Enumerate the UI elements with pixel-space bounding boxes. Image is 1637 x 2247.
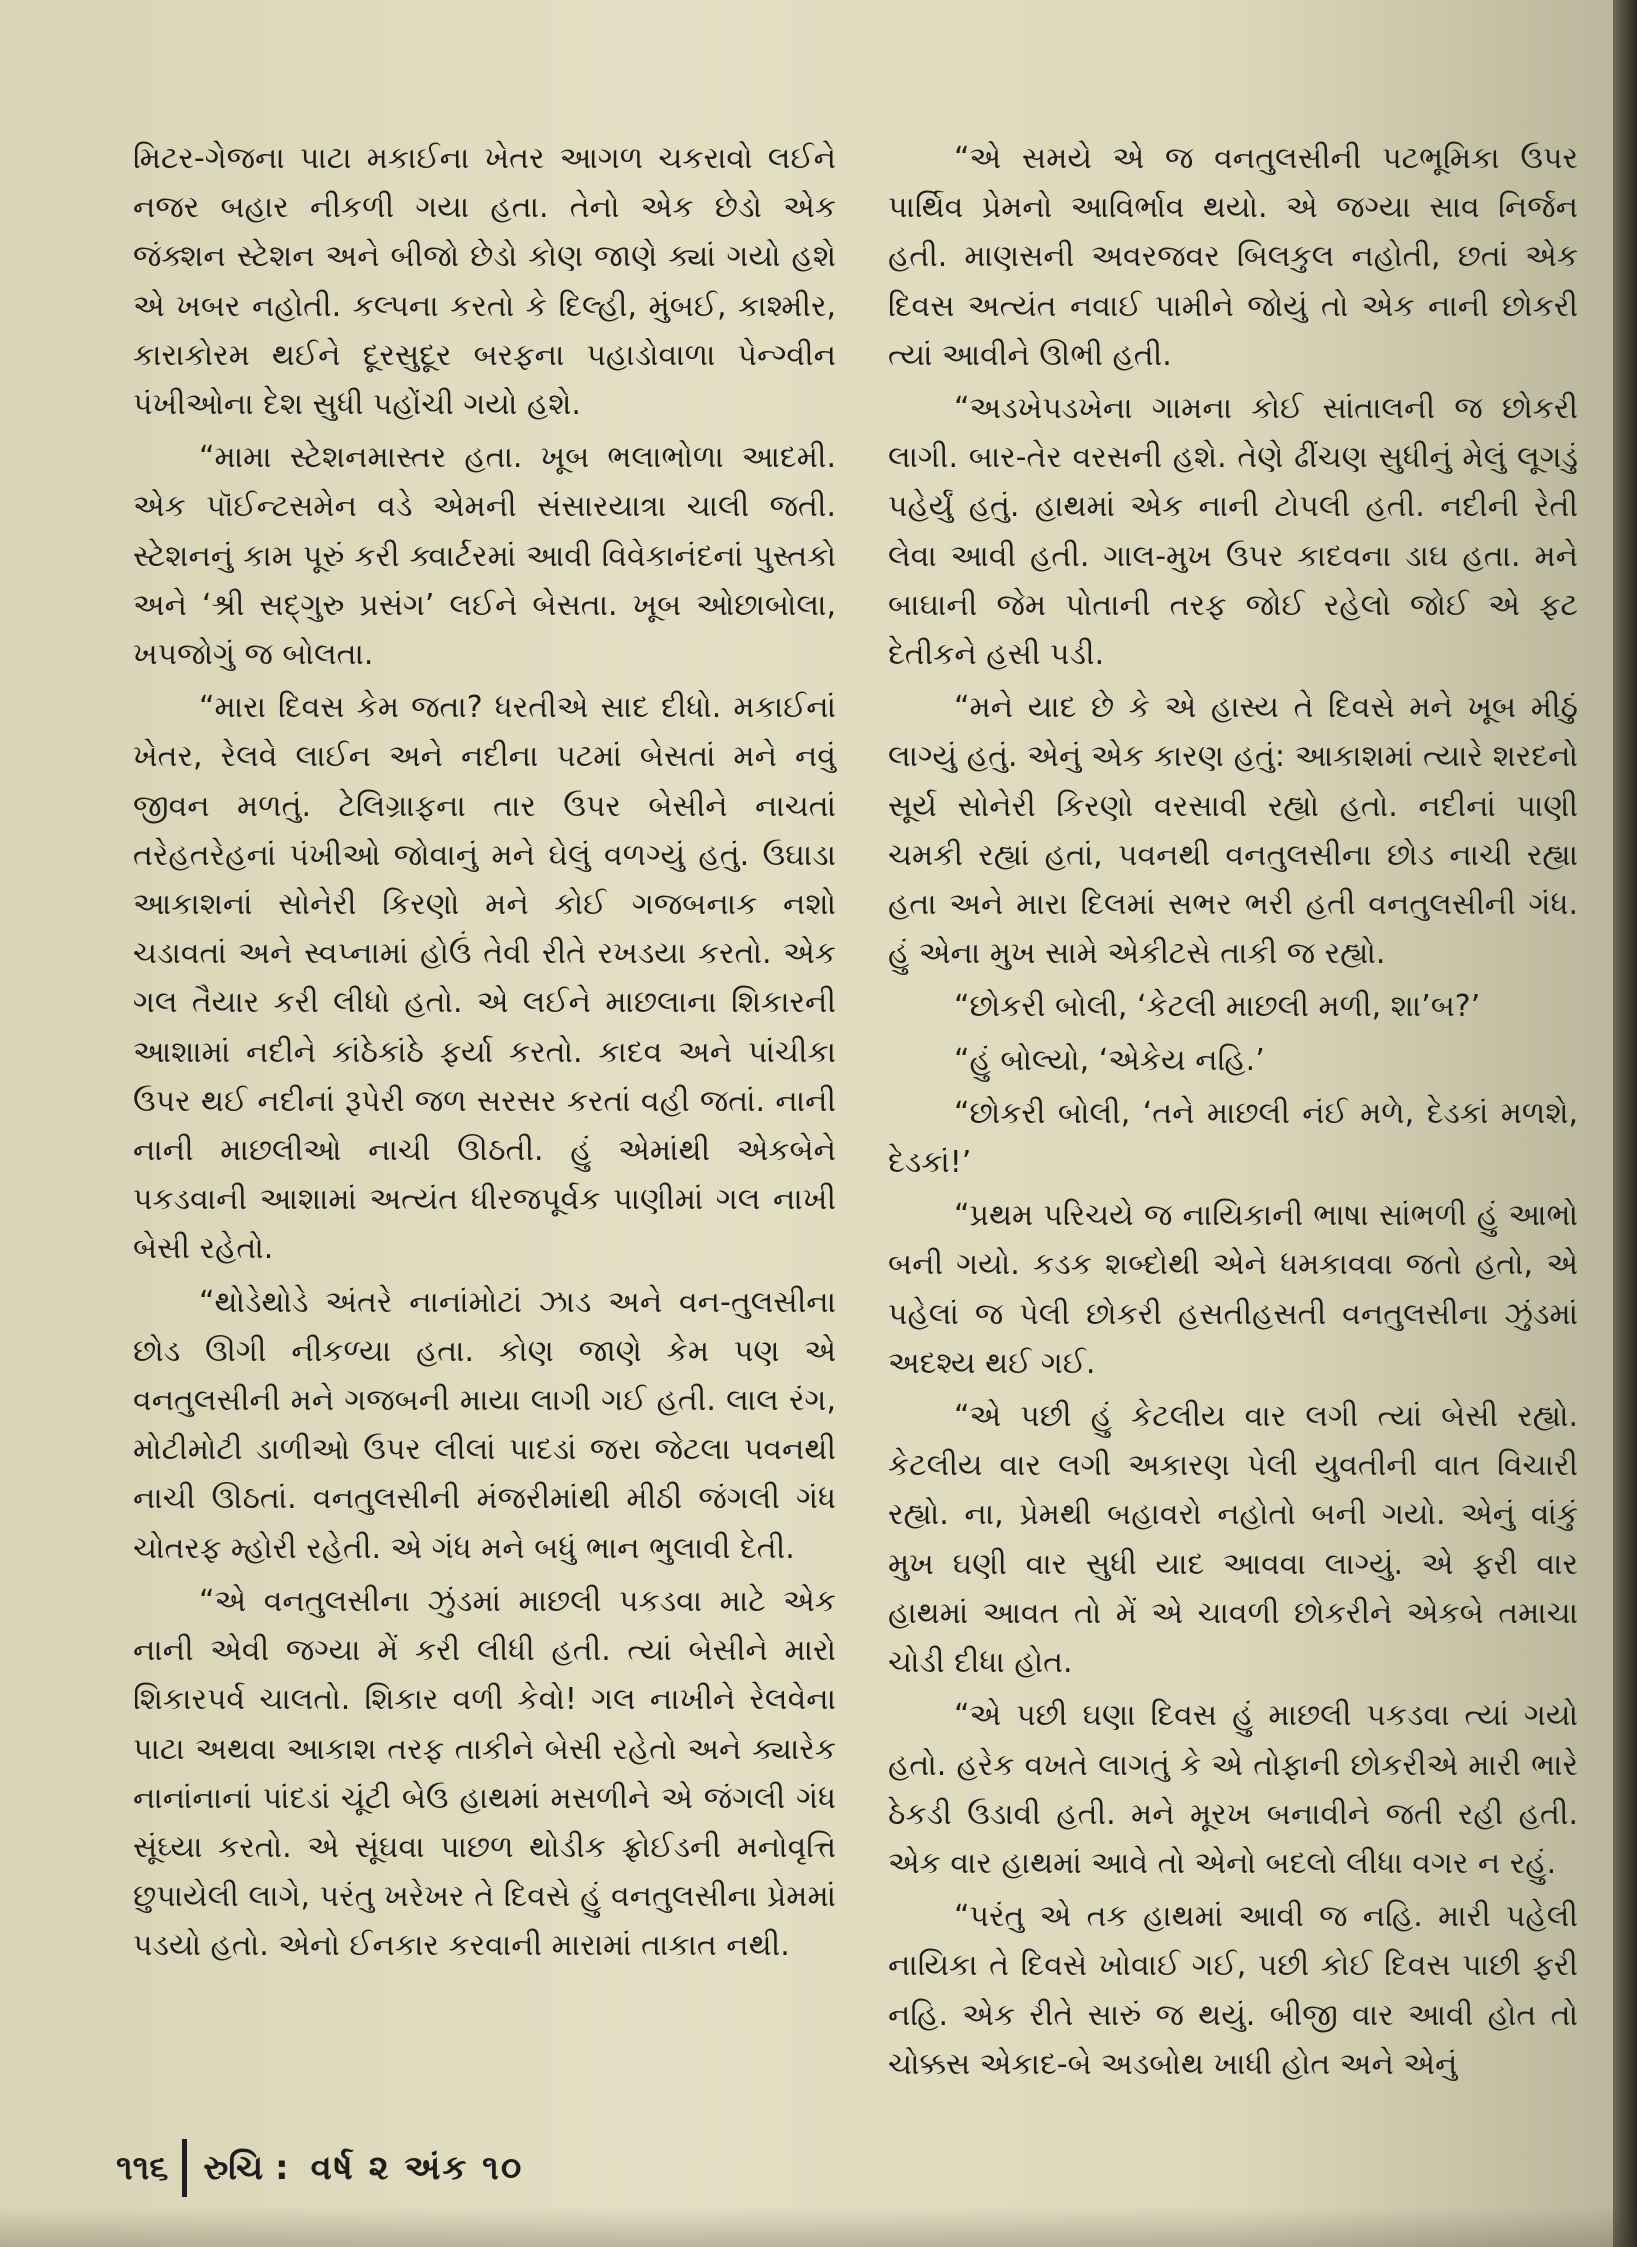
paragraph: “થોડેથોડે અંતરે નાનાંમોટાં ઝાડ અને વન-તુલસીના છોડ ઊગી નીકળ્યા હતા. કોણ જાણે કેમ પણ એ વનતુલસીની મને ગજબની માયા લાગી ગઈ હતી. લાલ રંગ, મોટીમોટી ડાળીઓ ઉપર લીલાં પાદડાં જરા જેટલા પવનથી નાચી ઊઠતાં. વનતુલસીની મંજરીમાંથી મીઠી જંગલી ગંધ ચોતરફ મ્હોરી રહેતી. એ ગંધ મને બધું ભાન ભુલાવી દેતી. (133, 1284, 836, 1566)
paragraph: મિટર-ગેજના પાટા મકાઈના ખેતર આગળ ચકરાવો લઈને નજર બહાર નીકળી ગયા હતા. તેનો એક છેડો એક જંક્શન સ્ટેશન અને બીજો છેડો કોણ જાણે ક્યાં ગયો હશે એ ખબર નહોતી. કલ્પના કરતો કે દિલ્હી, મુંબઈ, કાશ્મીર, કારાકોરમ થઈને દૂરસુદૂર બરફના પહાડોવાળા પેન્ગ્વીન પંખીઓના દેશ સુધી પહોંચી ગયો હશે. (133, 141, 836, 423)
paragraph: “એ પછી ઘણા દિવસ હું માછલી પકડવા ત્યાં ગયો હતો. હરેક વખતે લાગતું કે એ તોફાની છોકરીએ મારી ભારે ઠેકડી ઉડાવી હતી. મને મૂરખ બનાવીને જતી રહી હતી. એક વાર હાથમાં આવે તો એનો બદલો લીધા વગર ન રહું. (888, 1698, 1578, 1881)
paragraph: “મને યાદ છે કે એ હાસ્ય તે દિવસે મને ખૂબ મીઠું લાગ્યું હતું. એનું એક કારણ હતું: આકાશમાં ત્યારે શરદનો સૂર્ય સોનેરી કિરણો વરસાવી રહ્યો હતો. નદીનાં પાણી ચમકી રહ્યાં હતાં, પવનથી વનતુલસીના છોડ નાચી રહ્યા હતા અને મારા દિલમાં સભર ભરી હતી વનતુલસીની ગંધ. હું એના મુખ સામે એકીટસે તાકી જ રહ્યો. (888, 690, 1578, 972)
left-column (133, 134, 836, 1975)
footer-divider (182, 2139, 187, 2197)
right-column (888, 134, 1578, 2093)
page-number: ૧૧૬ (116, 2148, 169, 2188)
paragraph: “પરંતુ એ તક હાથમાં આવી જ નહિ. મારી પહેલી નાયિકા તે દિવસે ખોવાઈ ગઈ, પછી કોઈ દિવસ પાછી ફરી નહિ. એક રીતે સારું જ થયું. બીજી વાર આવી હોત તો ચોક્કસ એકાદ-બે અડબોથ ખાધી હોત અને એનું (888, 1899, 1578, 2082)
paragraph: “પ્રથમ પરિચયે જ નાયિકાની ભાષા સાંભળી હું આભો બની ગયો. કડક શબ્દોથી એને ધમકાવવા જતો હતો, એ પહેલાં જ પેલી છોકરી હસતીહસતી વનતુલસીના ઝુંડમાં અદશ્ય થઈ ગઈ. (888, 1198, 1578, 1381)
paragraph: “હું બોલ્યો, ‘એકેય નહિ.’ (954, 1042, 1265, 1078)
paragraph: “એ પછી હું કેટલીય વાર લગી ત્યાં બેસી રહ્યો. કેટલીય વાર લગી અકારણ પેલી યુવતીની વાત વિચારી રહ્યો. ના, પ્રેમથી બહાવરો નહોતો બની ગયો. એનું વાંકું મુખ ઘણી વાર સુધી યાદ આવવા લાગ્યું. એ ફરી વાર હાથમાં આવત તો મેં એ ચાવળી છોકરીને એકબે તમાચા ચોડી દીધા હોત. (888, 1399, 1578, 1681)
magazine-name: રુચિ : (203, 2148, 289, 2188)
page-edge-shadow (1613, 0, 1637, 2247)
paragraph: “મામા સ્ટેશનમાસ્તર હતા. ખૂબ ભલાભોળા આદમી. એક પૉઈન્ટસમેન વડે એમની સંસારયાત્રા ચાલી જતી. સ્ટેશનનું કામ પૂરું કરી ક્વાર્ટરમાં આવી વિવેકાનંદનાં પુસ્તકો અને ‘શ્રી સદ્‌ગુરુ પ્રસંગ’ લઈને બેસતા. ખૂબ ઓછાબોલા, ખપજોગું જ બોલતા. (133, 440, 836, 673)
paragraph: “એ વનતુલસીના ઝુંડમાં માછલી પકડવા માટે એક નાની એવી જગ્યા મેં કરી લીધી હતી. ત્યાં બેસીને મારો શિકારપર્વ ચાલતો. શિકાર વળી કેવો! ગલ નાખીને રેલવેના પાટા અથવા આકાશ તરફ તાકીને બેસી રહેતો અને ક્યારેક નાનાંનાનાં પાંદડાં ચૂંટી બેઉ હાથમાં મસળીને એ જંગલી ગંધ સૂંઘ્યા કરતો. એ સૂંઘવા પાછળ થોડીક ફ્રોઈડની મનોવૃત્તિ છુપાયેલી લાગે, પરંતુ ખરેખર તે દિવસે હું વનતુલસીના પ્રેમમાં પડયો હતો. એનો ઈનકાર કરવાની મારામાં તાકાત નથી. (133, 1583, 836, 1964)
issue-label: વર્ષ ૨ અંક ૧૦ (310, 2148, 524, 2188)
paragraph: “મારા દિવસ કેમ જતા? ધરતીએ સાદ દીધો. મકાઈનાં ખેતર, રેલવે લાઈન અને નદીના પટમાં બેસતાં મને નવું જીવન મળતું. ટેલિગ્રાફના તાર ઉપર બેસીને નાચતાં તરેહતરેહનાં પંખીઓ જોવાનું મને ઘેલું વળગ્યું હતું. ઉઘાડા આકાશનાં સોનેરી કિરણો મને કોઈ ગજબનાક નશો ચડાવતાં અને સ્વપ્નામાં હોઉં તેવી રીતે રખડયા કરતો. એક ગલ તૈયાર કરી લીધો હતો. એ લઈને માછલાના શિકારની આશામાં નદીને કાંઠેકાંઠે ફર્યા કરતો. કાદવ અને પાંચીકા ઉપર થઈ નદીનાં રૂપેરી જળ સરસર કરતાં વહી જતાં. નાની નાની માછલીઓ નાચી ઊઠતી. હું એમાંથી એકબેને પકડવાની આશામાં અત્યંત ધીરજપૂર્વક પાણીમાં ગલ નાખી બેસી રહેતો. (133, 690, 836, 1267)
paragraph: “છોકરી બોલી, ‘કેટલી માછલી મળી, શા’બ?’ (954, 989, 1481, 1025)
paragraph: “અડખેપડખેના ગામના કોઈ સાંતાલની જ છોકરી લાગી. બાર-તેર વરસની હશે. તેણે ઢીંચણ સુધીનું મેલું લૂગડું પહેર્યું હતું. હાથમાં એક નાની ટોપલી હતી. નદીની રેતી લેવા આવી હતી. ગાલ-મુખ ઉપર કાદવના ડાઘ હતા. મને બાઘાની જેમ પોતાની તરફ જોઈ રહેલો જોઈ એ ફટ દેતીકને હસી પડી. (888, 391, 1578, 673)
paragraph: “છોકરી બોલી, ‘તને માછલી નંઈ મળે, દેડકાં મળશે, દેડકાં!’ (888, 1095, 1578, 1181)
page-footer (116, 2138, 523, 2198)
paragraph: “એ સમયે એ જ વનતુલસીની પટભૂમિકા ઉપર પાર્થિવ પ્રેમનો આવિર્ભાવ થયો. એ જગ્યા સાવ નિર્જન હતી. માણસની અવરજવર બિલકુલ નહોતી, છતાં એક દિવસ અત્યંત નવાઈ પામીને જોયું તો એક નાની છોકરી ત્યાં આવીને ઊભી હતી. (888, 141, 1578, 373)
bottom-shadow (0, 2207, 1637, 2247)
